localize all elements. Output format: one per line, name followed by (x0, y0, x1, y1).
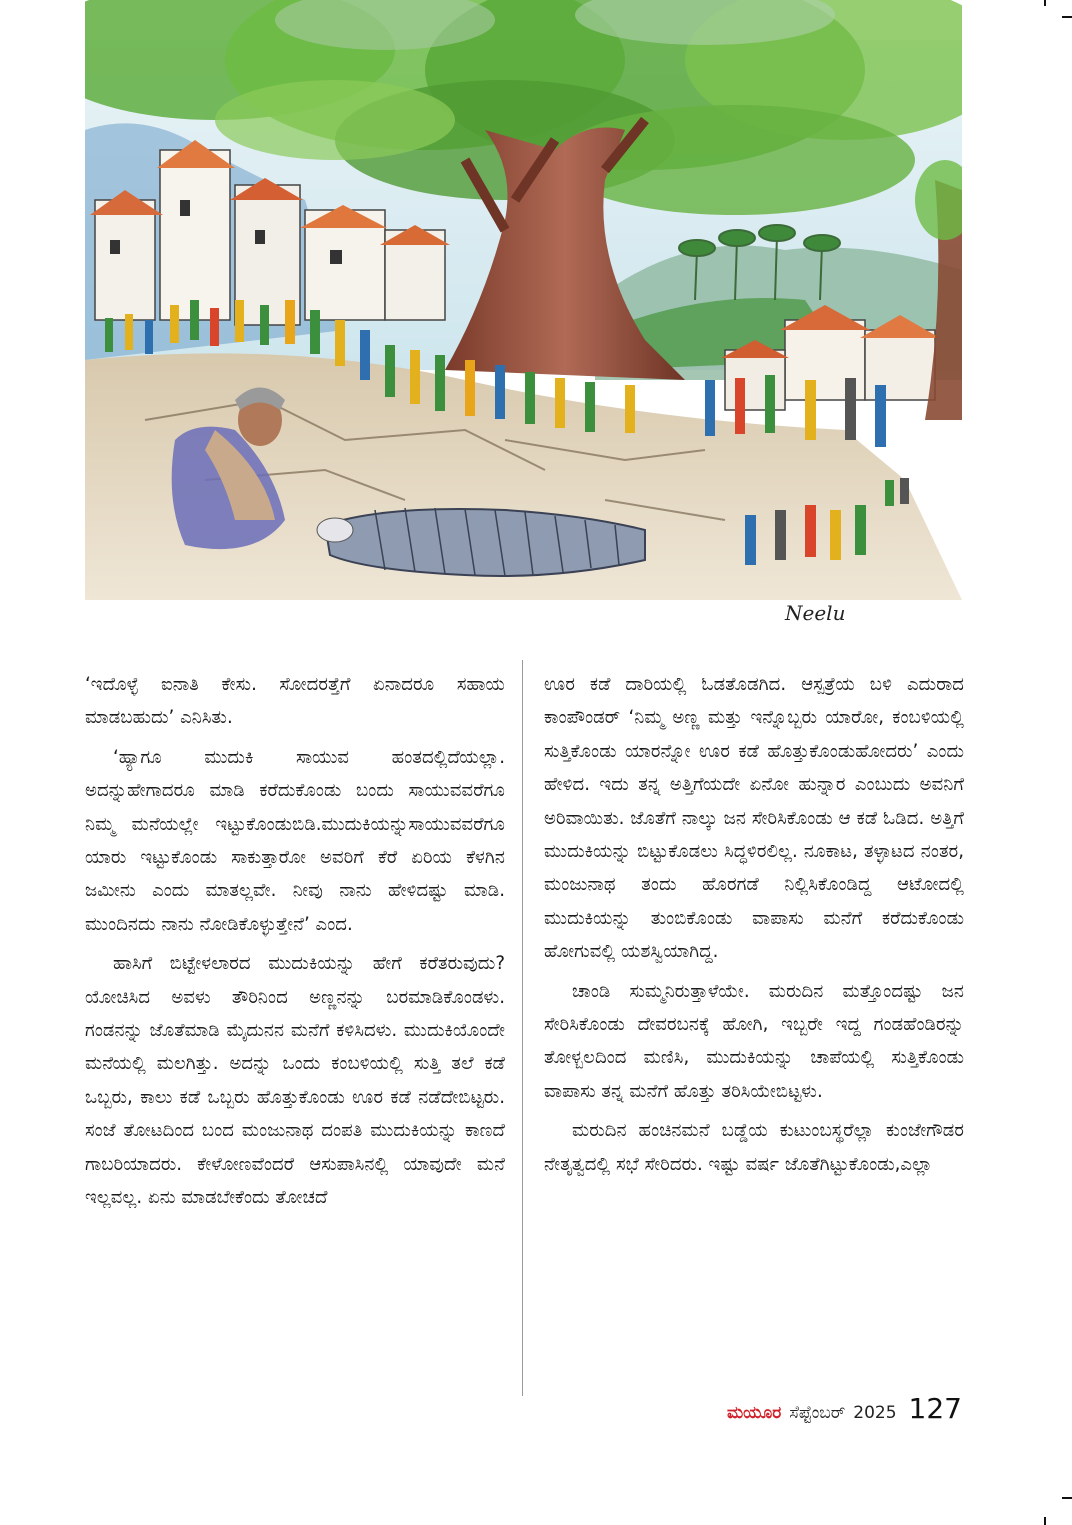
paragraph: ‘ಹ್ಯಾಗೂ ಮುದುಕಿ ಸಾಯುವ ಹಂತದಲ್ಲಿದೆಯಲ್ಲಾ. ಅದನ್ನುಹೇಗಾದರೂ ಮಾಡಿ ಕರೆದುಕೊಂಡು ಬಂದು ಸಾಯುವವರೆಗೂ ನಿಮ್ಮ ಮನೆಯಲ್ಲೇ ಇಟ್ಟುಕೊಂಡುಬಿಡಿ.ಮುದುಕಿಯನ್ನುಸಾಯುವವರೆಗೂ ಯಾರು ಇಟ್ಟುಕೊಂಡು ಸಾಕುತ್ತಾರೋ ಅವರಿಗೆ ಕೆರೆ ಏರಿಯ ಕೆಳಗಿನ ಜಮೀನು ಎಂದು ಮಾತಲ್ಲವೇ. ನೀವು ನಾನು ಹೇಳಿದಷ್ಟು ಮಾಡಿ. ಮುಂದಿನದು ನಾನು ನೋಡಿಕೊಳ್ಳುತ್ತೇನೆ’ ಎಂದ. (85, 746, 505, 935)
paragraph: ಹಾಸಿಗೆ ಬಿಟ್ಟೇಳಲಾರದ ಮುದುಕಿಯನ್ನು ಹೇಗೆ ಕರೆತರುವುದು? ಯೋಚಿಸಿದ ಅವಳು ತೌರಿನಿಂದ ಅಣ್ಣನನ್ನು ಬರಮಾಡಿಕೊಂಡಳು. ಗಂಡನನ್ನು ಜೊತೆಮಾಡಿ ಮೈದುನನ ಮನೆಗೆ ಕಳಿಸಿದಳು. ಮುದುಕಿಯೊಂದೇ ಮನೆಯಲ್ಲಿ ಮಲಗಿತ್ತು. ಅದನ್ನು ಒಂದು ಕಂಬಳಿಯಲ್ಲಿ ಸುತ್ತಿ ತಲೆ ಕಡೆ ಒಬ್ಬರು, ಕಾಲು ಕಡೆ ಒಬ್ಬರು ಹೊತ್ತುಕೊಂಡು ಊರ ಕಡೆ ನಡೆದೇಬಿಟ್ಟರು. ಸಂಜೆ ತೋಟದಿಂದ ಬಂದ ಮಂಜುನಾಥ ದಂಪತಿ ಮುದುಕಿಯನ್ನು ಕಾಣದೆ ಗಾಬರಿಯಾದರು. ಕೇಳೋಣವೆಂದರೆ ಆಸುಪಾಸಿನಲ್ಲಿ ಯಾವುದೇ ಮನೆ ಇಲ್ಲವಲ್ಲ. ಏನು ಮಾಡಬೇಕೆಂದು ತೋಚದೆ (85, 953, 505, 1209)
story-illustration (85, 0, 962, 632)
paragraph: ಮರುದಿನ ಹಂಚಿನಮನೆ ಬಡ್ಡೆಯ ಕುಟುಂಬಸ್ಥರೆಲ್ಲಾ ಕುಂಜೇಗೌಡರ ನೇತೃತ್ವದಲ್ಲಿ ಸಭೆ ಸೇರಿದರು. ಇಷ್ಟು ವರ್ಷ ಜೊತೆಗಿಟ್ಟುಕೊಂಡು,ಎಲ್ಲಾ (544, 1120, 964, 1175)
page-footer (727, 1392, 962, 1432)
crop-mark-right-upper (1062, 16, 1072, 18)
paragraph: ಊರ ಕಡೆ ದಾರಿಯಲ್ಲಿ ಓಡತೊಡಗಿದ. ಆಸ್ಪತ್ರೆಯ ಬಳಿ ಎದುರಾದ ಕಾಂಪೌಂಡರ್ ‘ನಿಮ್ಮ ಅಣ್ಣ ಮತ್ತು ಇನ್ನೊಬ್ಬರು ಯಾರೋ, ಕಂಬಳಿಯಲ್ಲಿ ಸುತ್ತಿಕೊಂಡು ಯಾರನ್ನೋ ಊರ ಕಡೆ ಹೊತ್ತುಕೊಂಡುಹೋದರು’ ಎಂದು ಹೇಳಿದ. ಇದು ತನ್ನ ಅತ್ತಿಗೆಯದೇ ಏನೋ ಹುನ್ನಾರ ಎಂಬುದು ಅವನಿಗೆ ಅರಿವಾಯಿತು. ಜೊತೆಗೆ ನಾಲ್ಕು ಜನ ಸೇರಿಸಿಕೊಂಡು ಆ ಕಡೆ ಓಡಿದ. ಅತ್ತಿಗೆ ಮುದುಕಿಯನ್ನು ಬಿಟ್ಟುಕೊಡಲು ಸಿದ್ಧಳಿರಲಿಲ್ಲ. ನೂಕಾಟ, ತಳ್ಳಾಟದ ನಂತರ, ಮಂಜುನಾಥ ತಂದು ಹೊರಗಡೆ ನಿಲ್ಲಿಸಿಕೊಂಡಿದ್ದ ಆಟೋದಲ್ಲಿ ಮುದುಕಿಯನ್ನು ತುಂಬಿಕೊಂಡು ವಾಪಾಸು ಮನೆಗೆ ಕರೆದುಕೊಂಡು ಹೋಗುವಲ್ಲಿ ಯಶಸ್ವಿಯಾಗಿದ್ದ. (544, 674, 964, 963)
issue-year: 2025 (853, 1403, 897, 1423)
paragraph: ಚಾಂಡಿ ಸುಮ್ಮನಿರುತ್ತಾಳೆಯೇ. ಮರುದಿನ ಮತ್ತೊಂದಷ್ಟು ಜನ ಸೇರಿಸಿಕೊಂಡು ದೇವರಬನಕ್ಕೆ ಹೋಗಿ, ಇಬ್ಬರೇ ಇದ್ದ ಗಂಡಹೆಂಡಿರನ್ನು ತೋಳ್ಬಲದಿಂದ ಮಣಿಸಿ, ಮುದುಕಿಯನ್ನು ಚಾಪೆಯಲ್ಲಿ ಸುತ್ತಿಕೊಂಡು ವಾಪಾಸು ತನ್ನ ಮನೆಗೆ ಹೊತ್ತು ತರಿಸಿಯೇಬಿಟ್ಟಳು. (544, 980, 964, 1102)
watercolor-village-scene (85, 0, 962, 632)
article-column-right (544, 668, 964, 1181)
magazine-brand: ಮಯೂರ (727, 1403, 782, 1423)
artist-signature: Neelu (785, 601, 846, 625)
paragraph: ‘ಇದೊಳ್ಳೆ ಐನಾತಿ ಕೇಸು. ಸೋದರತ್ತೆಗೆ ಏನಾದರೂ ಸಹಾಯ ಮಾಡಬಹುದು’ ಎನಿಸಿತು. (85, 674, 505, 729)
crop-mark-right-lower (1062, 1497, 1072, 1499)
crop-mark-top-right (1044, 0, 1046, 6)
column-divider (522, 660, 523, 1396)
page-number: 127 (908, 1392, 962, 1425)
crop-mark-bottom-right (1044, 1517, 1046, 1525)
article-column-left (85, 668, 505, 1215)
issue-month: ಸೆಪ್ಟೆಂಬರ್ (789, 1403, 846, 1423)
